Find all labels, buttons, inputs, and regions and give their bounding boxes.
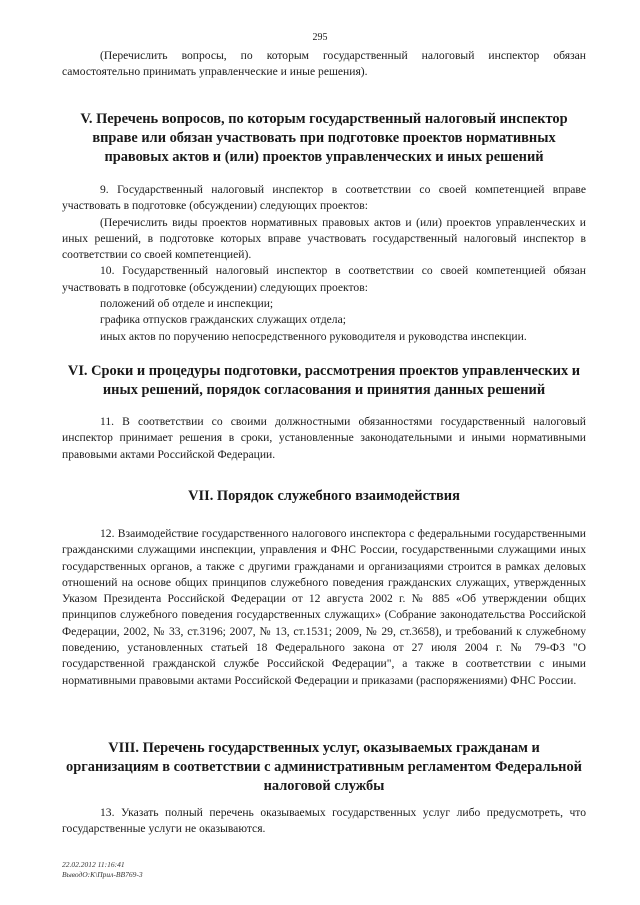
list-item: иных актов по поручению непосредственного руководителя и руководства инспекции. <box>100 329 527 343</box>
list-item: положений об отделе и инспекции; <box>100 297 274 311</box>
section-7-body <box>62 526 586 689</box>
section-8-body <box>62 805 586 838</box>
page-number: 295 <box>312 32 328 43</box>
paragraph-9: 9. Государственный налоговый инспектор в соответствии со своей компетенцией вправе участвовать в подготовке (обсуждении) следующих проектов: <box>62 183 586 213</box>
section-6-body <box>62 414 586 463</box>
section-6-heading: VI. Сроки и процедуры подготовки, рассмотрения проектов управленческих и иных решений, порядок согласования и принятия данных решений <box>67 363 581 398</box>
paragraph-12: 12. Взаимодействие государственного налогового инспектора с федеральными государственными гражданскими служащими инспекции, управления и ФНС России, государственными служащими иных государственных органов, а также с другими гражданами и организациями строится в рамках деловых отношений на основе общих принципов служебного поведения гражданских служащих, утвержденных Указом Президента Российской Федерации от 12 августа 2002 г. № 885 «Об утверждении общих принципов служебного поведения государственных служащих» (Собрание законодательства Российской Федерации, 2002, № 33, ст.3196; 2007, № 13, ст.1531; 2009, № 29, ст.3658), и требований к служебному поведению, установленных статьей 18 Федерального закона от 27 июля 2004 г. № 79-ФЗ "О государственной гражданской службе Российской Федерации", а также в соответствии с иными нормативными правовыми актами Российской Федерации и приказами (распоряжениями) ФНС России. <box>62 527 586 687</box>
section-5-heading: V. Перечень вопросов, по которым государственный налоговый инспектор вправе или обязан участвовать при подготовке проектов нормативных правовых актов и (или) проектов управленческих и иных решений <box>80 111 568 165</box>
intro-block <box>62 48 586 81</box>
paragraph-10: 10. Государственный налоговый инспектор в соответствии со своей компетенцией обязан участвовать в подготовке (обсуждении) следующих проектов: <box>62 264 586 294</box>
section-8-heading: VIII. Перечень государственных услуг, оказываемых гражданам и организациям в соответствии с административным регламентом Федеральной налоговой службы <box>66 740 582 794</box>
footer-timestamp: 22.02.2012 11:16:41 <box>62 860 125 869</box>
list-item: графика отпусков гражданских служащих отдела; <box>100 313 346 327</box>
footer-file-path: ВыводО:К\Прил-ВВ769-3 <box>62 870 143 879</box>
intro-paragraph: (Перечислить вопросы, по которым государственный налоговый инспектор обязан самостоятельно принимать управленческие и иные решения). <box>62 49 586 79</box>
paragraph-11: 11. В соответствии со своими должностными обязанностями государственный налоговый инспектор принимает решения в сроки, установленные законодательными и иными нормативными правовыми актами Российской Федерации. <box>62 415 586 461</box>
footer-stamp <box>62 860 143 880</box>
paragraph-13: 13. Указать полный перечень оказываемых государственных услуг либо предусмотреть, что государственные услуги не оказываются. <box>62 806 586 836</box>
section-5-body <box>62 182 586 345</box>
paragraph-9-note: (Перечислить виды проектов нормативных правовых актов и (или) проектов управленческих и иных решений, в подготовке которых вправе участвовать государственный налоговый инспектор в соответствии со своей компетенцией). <box>62 215 586 262</box>
section-7-heading: VII. Порядок служебного взаимодействия <box>188 488 460 504</box>
